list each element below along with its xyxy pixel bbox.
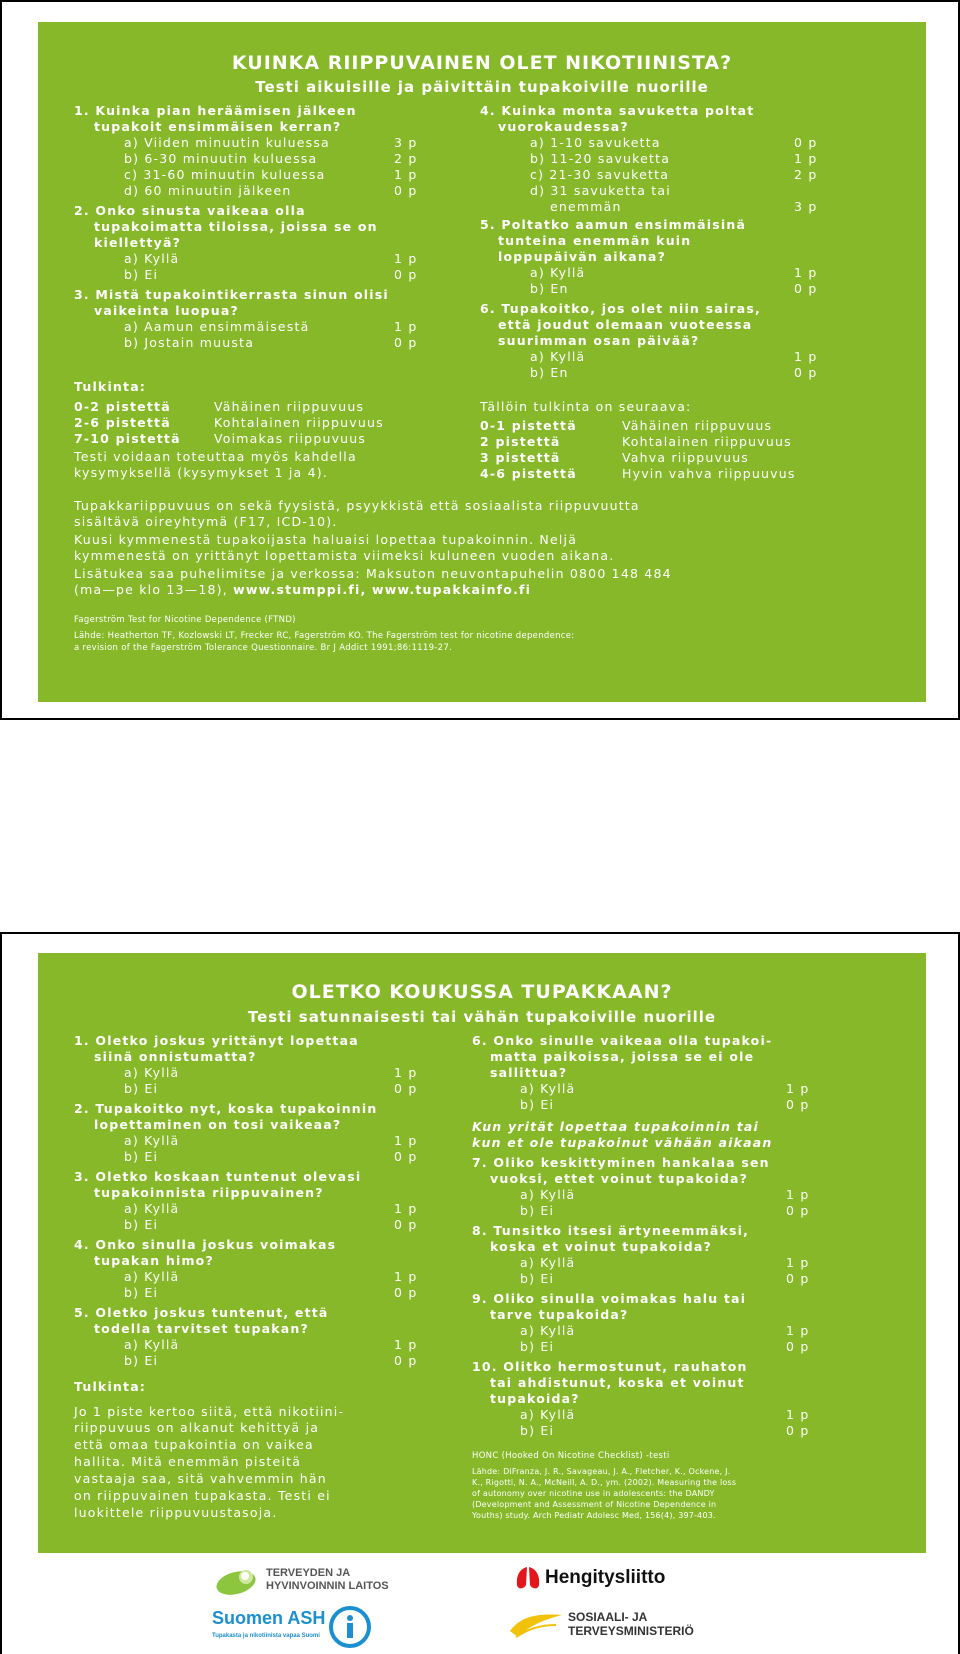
answer-option: b) Ei — [520, 1271, 555, 1286]
answer-points: 1 p — [794, 151, 818, 166]
lungs-icon — [514, 1565, 542, 1591]
answer-points: 1 p — [786, 1081, 810, 1096]
answer-points: 1 p — [786, 1407, 810, 1422]
answer-option: a) Kyllä — [124, 1201, 180, 1216]
answer-points: 0 p — [394, 335, 418, 350]
answer-points: 0 p — [794, 135, 818, 150]
test2-subtitle: Testi satunnaisesti tai vähän tupakoiville nuorille — [247, 1008, 717, 1026]
question-3-line2: vaikeinta luopua? — [94, 303, 239, 318]
answer-points: 1 p — [394, 251, 418, 266]
reference-source-line: Lähde: DiFranza, J. R., Savageau, J. A., Fletcher, K., Ockene, J. — [472, 1467, 731, 1476]
answer-option: a) 1-10 savuketta — [530, 135, 661, 150]
question-2-line2: tupakoimatta tiloissa, joissa se on — [94, 219, 378, 234]
interpretation-text-line: luokittele riippuvuustasoja. — [74, 1505, 278, 1520]
score-meaning: Vahva riippuvuus — [622, 450, 750, 465]
answer-option: a) Kyllä — [520, 1407, 576, 1422]
question-2: 2. Tupakoitko nyt, koska tupakoinnin — [74, 1101, 378, 1116]
answer-points: 0 p — [794, 365, 818, 380]
interpretation-heading: Tulkinta: — [74, 379, 147, 394]
answer-option: a) Kyllä — [520, 1187, 576, 1202]
answer-points: 3 p — [794, 199, 818, 214]
question-1-line2: tupakoit ensimmäisen kerran? — [94, 119, 342, 134]
answer-points: 0 p — [794, 281, 818, 296]
answer-points: 3 p — [394, 135, 418, 150]
question-10-line2: tai ahdistunut, koska et voinut — [490, 1375, 745, 1390]
question-6-line2: että joudut olemaan vuoteessa — [498, 317, 753, 332]
info-paragraph-1-line2: sisältävä oireyhtymä (F17, ICD-10). — [74, 514, 338, 529]
page-frame-top — [0, 0, 960, 720]
info-paragraph-3: Lisätukea saa puhelimitse ja verkossa: Maksuton neuvontapuhelin 0800 148 484 — [74, 566, 672, 581]
question-1: 1. Kuinka pian heräämisen jälkeen — [74, 103, 357, 118]
interpretation-text-line: että omaa tupakointia on vaikea — [74, 1437, 314, 1452]
interpretation-text-line: hallita. Mitä enemmän pisteitä — [74, 1454, 302, 1469]
question-6: 6. Onko sinulle vaikeaa olla tupakoi- — [472, 1033, 773, 1048]
reference-title: HONC (Hooked On Nicotine Checklist) -testi — [472, 1451, 670, 1461]
answer-option: d) 31 savuketta tai — [530, 183, 671, 198]
answer-points: 1 p — [394, 319, 418, 334]
score-meaning: Hyvin vahva riippuuvus — [622, 466, 796, 481]
answer-points: 1 p — [394, 1201, 418, 1216]
question-4: 4. Onko sinulla joskus voimakas — [74, 1237, 337, 1252]
hooked-on-tobacco-test-panel — [38, 953, 926, 1553]
answer-points: 0 p — [394, 1353, 418, 1368]
answer-points: 1 p — [394, 1133, 418, 1148]
ash-tagline: Tupakasta ja nikotiinista vapaa Suomi — [212, 1633, 320, 1639]
answer-points: 1 p — [794, 349, 818, 364]
answer-points: 0 p — [786, 1203, 810, 1218]
score-range: 4-6 pistettä — [480, 466, 577, 481]
interpretation-text-line: on riippuvainen tupakasta. Testi ei — [74, 1488, 331, 1503]
stm-logo — [506, 1607, 694, 1641]
answer-option: b) Ei — [124, 1149, 159, 1164]
answer-points: 0 p — [786, 1271, 810, 1286]
short-interpretation-heading: Tällöin tulkinta on seuraava: — [480, 399, 692, 414]
test2-title: OLETKO KOUKUSSA TUPAKKAAN? — [291, 981, 673, 1003]
answer-option: b) Ei — [520, 1423, 555, 1438]
question-4-line2: vuorokaudessa? — [498, 119, 629, 134]
question-4-line2: tupakan himo? — [94, 1253, 214, 1268]
answer-option: b) Ei — [124, 1217, 159, 1232]
answer-points: 1 p — [786, 1323, 810, 1338]
question-5-line3: loppupäivän aikana? — [498, 249, 667, 264]
score-range: 2 pistettä — [480, 434, 561, 449]
answer-option: b) 11-20 savuketta — [530, 151, 671, 166]
question-10: 10. Olitko hermostunut, rauhaton — [472, 1359, 748, 1374]
answer-points: 0 p — [394, 1217, 418, 1232]
score-meaning: Vähäinen riippuvuus — [622, 418, 773, 433]
answer-option: a) Kyllä — [520, 1081, 576, 1096]
score-range: 7-10 pistettä — [74, 431, 181, 446]
answer-option: b) Ei — [124, 1081, 159, 1096]
answer-points: 0 p — [394, 1081, 418, 1096]
question-5-line2: tunteina enemmän kuin — [498, 233, 692, 248]
ash-info-icon — [327, 1605, 373, 1649]
question-3-line2: tupakoinnista riippuvainen? — [94, 1185, 324, 1200]
reference-source-line2: a revision of the Fagerström Tolerance Questionnaire. Br J Addict 1991;86:1119-27. — [74, 643, 453, 653]
answer-points: 1 p — [394, 1065, 418, 1080]
interpretation-text-line: vastaaja saa, sitä vahvemmin hän — [74, 1471, 327, 1486]
score-meaning: Kohtalainen riippuvuus — [622, 434, 792, 449]
question-7: 7. Oliko keskittyminen hankalaa sen — [472, 1155, 770, 1170]
answer-option: d) 60 minuutin jälkeen — [124, 183, 292, 198]
website-links[interactable]: www.stumppi.fi, www.tupakkainfo.fi — [233, 582, 532, 597]
question-2-line2: lopettaminen on tosi vaikeaa? — [94, 1117, 342, 1132]
page-frame-bottom — [0, 932, 960, 1654]
stm-name-line2: TERVEYSMINISTERIÖ — [568, 1624, 694, 1638]
answer-option: c) 31-60 minuutin kuluessa — [124, 167, 326, 182]
reference-source-line: (Development and Assessment of Nicotine Dependence in — [472, 1500, 717, 1509]
thl-logo — [212, 1563, 389, 1597]
interpretation-heading: Tulkinta: — [74, 1379, 147, 1394]
answer-option: a) Kyllä — [520, 1323, 576, 1338]
answer-points: 1 p — [394, 1269, 418, 1284]
score-meaning: Kohtalainen riippuvuus — [214, 415, 384, 430]
question-2: 2. Onko sinusta vaikeaa olla — [74, 203, 306, 218]
info-paragraph-3-line2 — [74, 582, 531, 598]
answer-points: 1 p — [394, 1337, 418, 1352]
answer-option: b) Ei — [124, 267, 159, 282]
question-6-line3: sallittua? — [490, 1065, 568, 1080]
question-5-line2: todella tarvitset tupakan? — [94, 1321, 309, 1336]
answer-option-line2: enemmän — [550, 199, 622, 214]
answer-points: 0 p — [394, 1285, 418, 1300]
nicotine-dependence-test-panel — [38, 22, 926, 702]
answer-points: 0 p — [394, 267, 418, 282]
answer-points: 1 p — [786, 1255, 810, 1270]
answer-points: 1 p — [794, 265, 818, 280]
answer-option: b) Ei — [124, 1353, 159, 1368]
answer-option: a) Kyllä — [530, 349, 586, 364]
question-8-line2: koska et voinut tupakoida? — [490, 1239, 712, 1254]
answer-option: a) Viiden minuutin kuluessa — [124, 135, 330, 150]
helpline-hours: (ma—pe klo 13—18), — [74, 582, 234, 597]
answer-option: a) Kyllä — [124, 1065, 180, 1080]
answer-option: b) 6-30 minuutin kuluessa — [124, 151, 318, 166]
score-range: 0-2 pistettä — [74, 399, 171, 414]
question-7-line2: vuoksi, ettet voinut tupakoida? — [490, 1171, 749, 1186]
alternative-note: Testi voidaan toteuttaa myös kahdella — [74, 449, 357, 464]
question-1: 1. Oletko joskus yrittänyt lopettaa — [74, 1033, 359, 1048]
answer-option: b) Ei — [520, 1339, 555, 1354]
question-3: 3. Oletko koskaan tuntenut olevasi — [74, 1169, 362, 1184]
score-meaning: Vähäinen riippuvuus — [214, 399, 365, 414]
answer-option: b) Jostain muusta — [124, 335, 255, 350]
answer-option: b) En — [530, 365, 569, 380]
answer-option: a) Kyllä — [124, 1133, 180, 1148]
reference-source: Lähde: Heatherton TF, Kozlowski LT, Frecker RC, Fagerström KO. The Fagerström test for nicotine dependence: — [74, 631, 575, 641]
question-3: 3. Mistä tupakointikerrasta sinun olisi — [74, 287, 389, 302]
suomen-ash-logo — [212, 1605, 373, 1649]
reference-source-line: of autonomy over nicotine use in adolescents: the DANDY — [472, 1489, 715, 1498]
question-4: 4. Kuinka monta savuketta poltat — [480, 103, 755, 118]
answer-option: a) Kyllä — [124, 1269, 180, 1284]
alternative-note-line2: kysymyksellä (kysymykset 1 ja 4). — [74, 465, 328, 480]
answer-option: b) Ei — [520, 1097, 555, 1112]
answer-option: c) 21-30 savuketta — [530, 167, 670, 182]
answer-points: 0 p — [786, 1423, 810, 1438]
answer-points: 0 p — [786, 1339, 810, 1354]
test1-title: KUINKA RIIPPUVAINEN OLET NIKOTIINISTA? — [231, 52, 733, 74]
question-1-line2: siinä onnistumatta? — [94, 1049, 257, 1064]
answer-points: 0 p — [786, 1097, 810, 1112]
thl-leaf-icon — [212, 1563, 264, 1597]
info-paragraph-1: Tupakkariippuvuus on sekä fyysistä, psyykkistä että sosiaalista riippuvuutta — [74, 498, 640, 513]
info-paragraph-2: Kuusi kymmenestä tupakoijasta haluaisi lopettaa tupakoinnin. Neljä — [74, 532, 578, 547]
sponsor-logos — [0, 1555, 960, 1654]
question-5: 5. Poltatko aamun ensimmäisinä — [480, 217, 747, 232]
answer-option: a) Aamun ensimmäisestä — [124, 319, 310, 334]
thl-name-line1: TERVEYDEN JA — [266, 1567, 351, 1579]
answer-points: 0 p — [394, 1149, 418, 1164]
info-paragraph-2-line2: kymmenestä on yrittänyt lopettamista viimeksi kuluneen vuoden aikana. — [74, 548, 615, 563]
interpretation-text-line: Jo 1 piste kertoo siitä, että nikotiini- — [74, 1404, 345, 1419]
section-intro: Kun yrität lopettaa tupakoinnin tai — [472, 1119, 759, 1134]
answer-points: 2 p — [394, 151, 418, 166]
question-10-line3: tupakoida? — [490, 1391, 580, 1406]
hengitysliitto-name: Hengitysliitto — [545, 1567, 666, 1588]
answer-option: a) Kyllä — [124, 251, 180, 266]
question-9: 9. Oliko sinulla voimakas halu tai — [472, 1291, 747, 1306]
answer-option: a) Kyllä — [124, 1337, 180, 1352]
answer-points: 1 p — [394, 167, 418, 182]
score-meaning: Voimakas riippuvuus — [214, 431, 367, 446]
section-intro-line2: kun et ole tupakoinut vähään aikaan — [472, 1135, 773, 1150]
stm-name-line1: SOSIAALI- JA — [568, 1610, 648, 1624]
answer-option: b) Ei — [124, 1285, 159, 1300]
question-2-line3: kiellettyä? — [94, 235, 182, 250]
question-6: 6. Tupakoitko, jos olet niin sairas, — [480, 301, 761, 316]
score-range: 3 pistettä — [480, 450, 561, 465]
question-6-line3: suurimman osan päivää? — [498, 333, 700, 348]
answer-option: a) Kyllä — [530, 265, 586, 280]
thl-name-line2: HYVINVOINNIN LAITOS — [266, 1580, 389, 1592]
test1-subtitle: Testi aikuisille ja päivittäin tupakoiville nuorille — [255, 78, 709, 96]
hengitysliitto-logo — [514, 1565, 665, 1591]
answer-points: 0 p — [394, 183, 418, 198]
reference-title: Fagerström Test for Nicotine Dependence (FTND) — [74, 615, 296, 625]
reference-source-line: Youths) study. Arch Pediatr Adolesc Med, 156(4), 397-403. — [472, 1511, 716, 1520]
score-range: 2-6 pistettä — [74, 415, 171, 430]
answer-option: a) Kyllä — [520, 1255, 576, 1270]
answer-option: b) En — [530, 281, 569, 296]
question-5: 5. Oletko joskus tuntenut, että — [74, 1305, 329, 1320]
question-6-line2: matta paikoissa, joissa se ei ole — [490, 1049, 755, 1064]
answer-points: 2 p — [794, 167, 818, 182]
question-9-line2: tarve tupakoida? — [490, 1307, 629, 1322]
stm-emblem-icon — [506, 1607, 566, 1641]
score-range: 0-1 pistettä — [480, 418, 577, 433]
answer-option: b) Ei — [520, 1203, 555, 1218]
ash-name: Suomen ASH — [212, 1608, 326, 1628]
reference-source-line: K., Rigotti, N. A., McNeill, A. D., ym. (2002). Measuring the loss — [472, 1478, 737, 1487]
interpretation-text-line: riippuvuus on alkanut kehittyä ja — [74, 1420, 320, 1435]
answer-points: 1 p — [786, 1187, 810, 1202]
question-8: 8. Tunsitko itsesi ärtyneemmäksi, — [472, 1223, 750, 1238]
